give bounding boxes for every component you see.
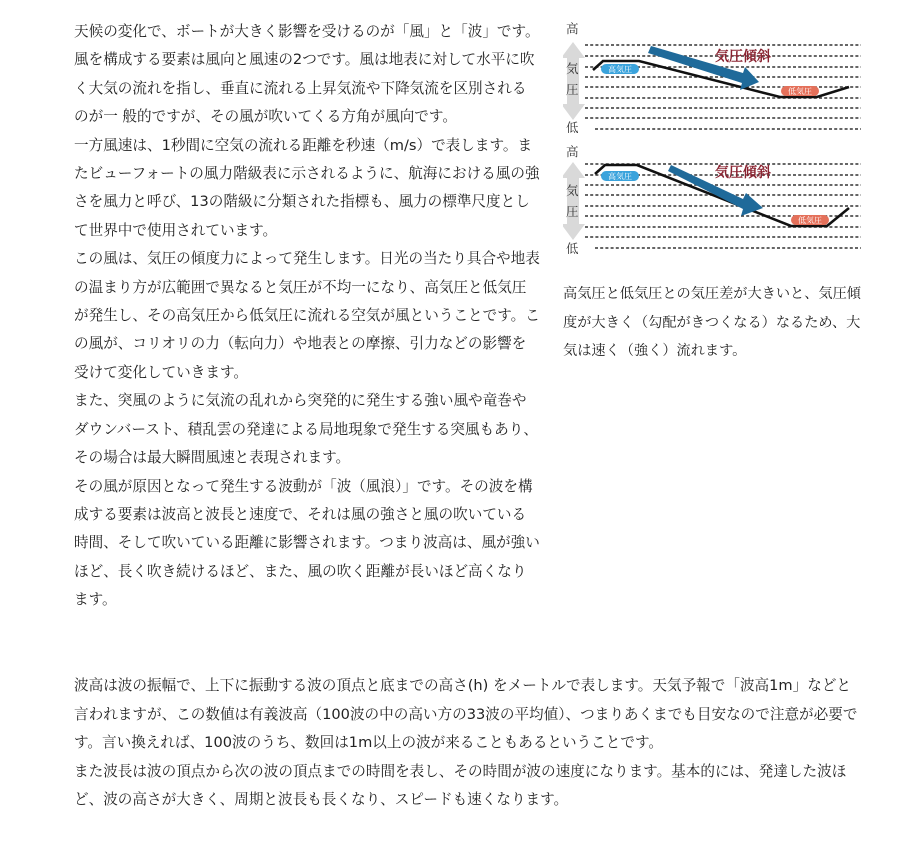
- high-pressure-tag: [601, 64, 639, 74]
- axis-high-label: 高: [566, 21, 579, 36]
- pressure-diagram-steep: [563, 137, 863, 255]
- svg-text:高気圧: 高気圧: [608, 65, 632, 74]
- paragraph-gusts: また、突風のように気流の乱れから突発的に発生する強い風や竜巻やダウンバースト、積乱雲の発達による局地現象で発生する突風もあり、その場合は最大瞬間風速と表現されます。: [74, 392, 538, 467]
- low-pressure-tag: [781, 86, 819, 96]
- high-pressure-tag: [601, 171, 639, 181]
- gradient-label: 気圧傾斜: [715, 165, 771, 181]
- axis-low-label: 低: [566, 241, 579, 255]
- axis-high-label: 高: [566, 144, 579, 159]
- pressure-axis-arrow-icon: [563, 162, 585, 240]
- pressure-diagram-gentle: [563, 18, 863, 136]
- low-pressure-tag: [791, 215, 829, 225]
- svg-text:高気圧: 高気圧: [608, 172, 632, 181]
- paragraph-wave-length: また波長は波の頂点から次の波の頂点までの時間を表し、その時間が波の速度になります。基本的には、発達した波ほど、波の高さが大きく、周期と波長も長くなり、スピードも速くなります。: [74, 762, 847, 809]
- article-bottom-section: [74, 672, 864, 815]
- pressure-figure: [563, 18, 863, 380]
- svg-text:低気圧: 低気圧: [798, 216, 822, 225]
- axis-label-atsu: 圧: [566, 204, 579, 219]
- pressure-axis-arrow-icon: [563, 42, 585, 120]
- paragraph-wind-speed: 一方風速は、1秒間に空気の流れる距離を秒速（m/s）で表します。またビューフォートの風力階級表に示されるように、航海における風の強さを風力と呼び、13の階級に分類された指標も、風力の標準尺度として世界中で使用されています。: [74, 136, 540, 239]
- gradient-label: 気圧傾斜: [715, 49, 771, 65]
- axis-label-ki: 気: [566, 61, 579, 76]
- paragraph-wave-height: 波高は波の振幅で、上下に振動する波の頂点と底までの高さ(h) をメートルで表します。天気予報で「波高1m」などと言われますが、この数値は有義波高（100波の中の高い方の33波の平均値）、つまりあくまでも目安なので注意が必要です。言い換えれば、100波のうち、数回は1m以上の波が来ることもあるということです。: [74, 677, 858, 752]
- figure-caption: 高気圧と低気圧との気圧差が大きいと、気圧傾度が大きく（勾配がきつくなる）なるため、大気は速く（強く）流れます。: [563, 286, 861, 360]
- axis-label-atsu: 圧: [566, 82, 579, 97]
- axis-low-label: 低: [566, 120, 579, 135]
- axis-label-ki: 気: [566, 183, 579, 198]
- svg-text:低気圧: 低気圧: [788, 87, 812, 96]
- paragraph-waves: その風が原因となって発生する波動が「波（風浪）」です。その波を構成する要素は波高と波長と速度で、それは風の強さと風の吹いている時間、そして吹いている距離に影響されます。つまり波高は、風が強いほど、長く吹き続けるほど、また、風の吹く距離が長いほど高くなります。: [74, 477, 540, 609]
- article-left-column: [74, 18, 540, 615]
- paragraph-wind-intro: 天候の変化で、ボートが大きく影響を受けるのが「風」と「波」です。風を構成する要素は風向と風速の2つです。風は地表に対して水平に吹く大気の流れを指し、垂直に流れる上昇気流や下降気流を区別されるのが一 般的ですが、その風が吹いてくる方角が風向です。: [74, 23, 540, 126]
- paragraph-pressure-gradient: この風は、気圧の傾度力によって発生します。日光の当たり具合や地表 の温まり方が広範囲で異なると気圧が不均一になり、高気圧と低気圧が発生し、その高気圧から低気圧に流れる空気が風ということです。この風が、コリオリの力（転向力）や地表との摩擦、引力などの影響を受けて変化していきます。: [74, 250, 540, 381]
